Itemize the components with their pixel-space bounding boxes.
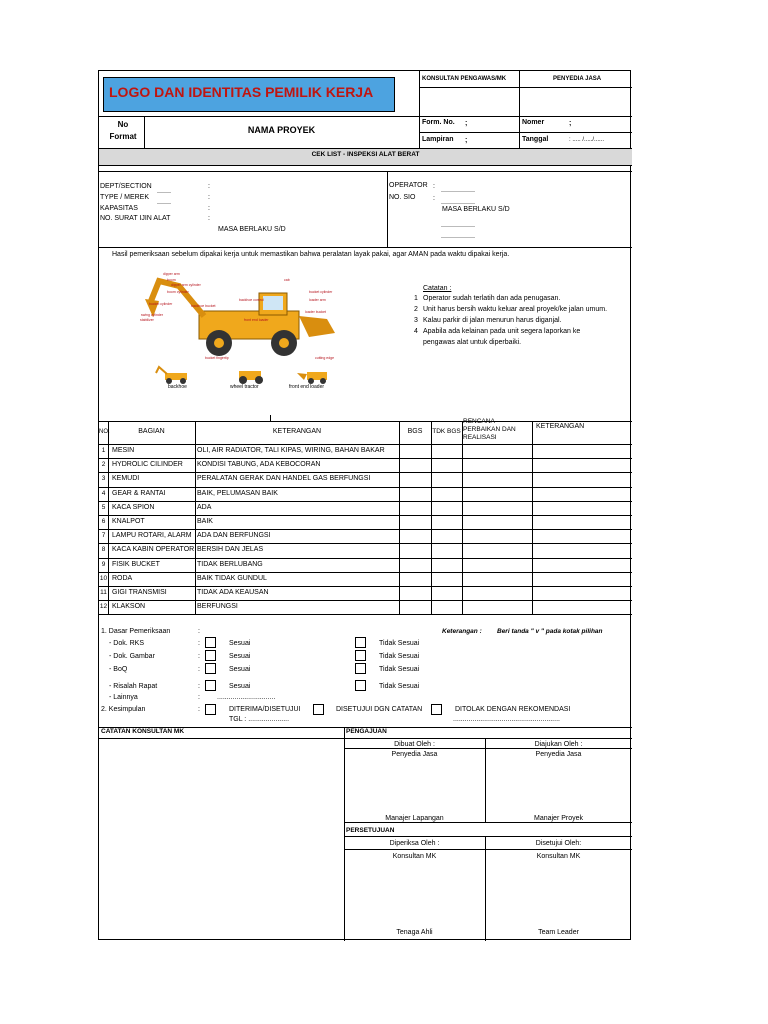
row-bagian: KNALPOT	[112, 518, 145, 525]
row-bagian: RODA	[112, 574, 133, 582]
konsultan-label: KONSULTAN PENGAWAS/MK	[422, 76, 507, 82]
surat-label: NO. SURAT IJIN ALAT	[100, 215, 171, 222]
row-keterangan: BERSIH DAN JELAS	[197, 546, 264, 554]
tidak-sesuai-label: Tidak Sesuai	[379, 666, 420, 673]
sesuai-checkbox[interactable]	[205, 637, 216, 648]
row-bagian: KACA KABIN OPERATOR	[112, 546, 195, 554]
dibuat-label: Dibuat Oleh :	[394, 741, 435, 748]
operator-label: OPERATOR	[389, 182, 428, 189]
manajer-proyek: Manajer Proyek	[533, 815, 584, 822]
dasar-item-label: - Risalah Rapat	[109, 683, 158, 690]
svg-text:backhoe control: backhoe control	[239, 298, 264, 302]
svg-text:cab: cab	[284, 278, 290, 282]
diajukan-label: Diajukan Oleh :	[534, 741, 583, 748]
penyedia-label: PENYEDIA JASA	[553, 76, 602, 82]
intro-text: Hasil pemeriksaan sebelum dipakai kerja untuk memastikan bahwa peralatan layak pakai, agar AMAN pada waktu dipakai kerja.	[112, 251, 510, 258]
row-divider	[99, 600, 632, 601]
keterangan-text: Beri tanda " v " pada kotak pilihan	[497, 628, 603, 635]
tidak-sesuai-checkbox[interactable]	[355, 637, 366, 648]
colon: :	[198, 706, 200, 713]
svg-text:front end loader: front end loader	[244, 318, 269, 322]
row-number: 6	[101, 518, 106, 525]
col-keterangan-2: KETERANGAN	[536, 423, 585, 430]
row-divider	[99, 529, 632, 530]
penyedia-jasa-1: Penyedia Jasa	[391, 751, 438, 758]
tidak-sesuai-checkbox[interactable]	[355, 650, 366, 661]
svg-text:dipper arm: dipper arm	[163, 272, 180, 276]
tidak-sesuai-checkbox[interactable]	[355, 663, 366, 674]
col-bgs: BGS	[407, 428, 423, 435]
svg-text:boom cylinder: boom cylinder	[167, 290, 189, 294]
catatan-title: Catatan :	[423, 285, 452, 292]
row-keterangan: ADA	[197, 503, 212, 511]
sesuai-label: Sesuai	[229, 640, 251, 647]
row-keterangan: ADA DAN BERFUNGSI	[197, 532, 271, 540]
svg-text:boom: boom	[167, 278, 176, 282]
disetujui-label: Disetujui Oleh:	[535, 840, 582, 847]
nomer-value: ;	[569, 120, 572, 127]
catatan-text-4: Apabila ada kelainan pada unit segera laporkan ke	[423, 328, 581, 335]
row-divider	[99, 515, 632, 516]
row-keterangan: OLI, AIR RADIATOR, TALI KIPAS, WIRING, BAHAN BAKAR	[197, 447, 385, 454]
catatan-text-3: Kalau parkir di jalan menurun harus diganjal.	[423, 317, 562, 324]
colon: :	[208, 215, 210, 222]
catatan-mk-label: CATATAN KONSULTAN MK	[101, 728, 185, 735]
row-keterangan: BERFUNGSI	[197, 603, 238, 611]
colon: :	[198, 653, 200, 660]
front-end-loader-icon	[295, 365, 339, 385]
svg-text:loader bucket: loader bucket	[305, 310, 327, 314]
dasar-item-label: - Dok. Gambar	[109, 653, 155, 660]
colon: :	[198, 628, 200, 635]
lainnya-label: - Lainnya	[109, 694, 138, 701]
colon: :	[208, 194, 210, 201]
row-divider	[99, 458, 632, 459]
row-number: 9	[101, 560, 106, 568]
pengajuan-label: PENGAJUAN	[346, 728, 387, 735]
wheel-tractor-icon	[231, 365, 271, 385]
svg-text:loader arm: loader arm	[309, 298, 326, 302]
svg-text:dipper arm cylinder: dipper arm cylinder	[171, 283, 201, 287]
row-number: 10	[99, 574, 108, 582]
sio-label: NO. SIO	[389, 194, 416, 201]
disetujui-catatan-checkbox[interactable]	[313, 704, 324, 715]
row-divider	[99, 572, 632, 573]
svg-text:bucket cylinder: bucket cylinder	[149, 302, 173, 306]
colon: :	[433, 183, 435, 190]
svg-text:backhoe bucket: backhoe bucket	[191, 304, 216, 308]
col-no: NO.	[99, 429, 110, 435]
tanggal-label: Tanggal	[522, 136, 549, 143]
dasar-item-label: - BoQ	[109, 666, 128, 673]
form-title: CEK LIST - INSPEKSI ALAT BERAT	[311, 151, 420, 158]
row-divider	[99, 543, 632, 544]
sesuai-checkbox[interactable]	[205, 663, 216, 674]
persetujuan-label: PERSETUJUAN	[346, 827, 395, 834]
colon: :	[208, 183, 210, 190]
keterangan-label: Keterangan :	[442, 628, 482, 635]
catatan-text-2: Unit harus bersih waktu keluar areal proyek/ke jalan umum.	[423, 306, 608, 313]
row-number: 4	[101, 489, 106, 497]
ditolak-checkbox[interactable]	[431, 704, 442, 715]
catatan-text-5: pengawas alat untuk diperbaiki.	[423, 339, 522, 346]
col-tdk-bgs: TDK BGS	[432, 428, 461, 435]
row-bagian: HYDROLIC CILINDER	[112, 461, 183, 469]
col-rencana: RENCANA PERBAIKAN DAN REALISASI	[463, 418, 516, 441]
backhoe-small-icon	[155, 365, 199, 385]
row-keterangan: BAIK, PELUMASAN BAIK	[197, 489, 278, 497]
backhoe-diagram	[139, 271, 379, 363]
svg-text:cutting edge: cutting edge	[315, 356, 335, 360]
row-bagian: KACA SPION	[112, 503, 155, 511]
svg-text:bucket cylinder: bucket cylinder	[309, 290, 333, 294]
dept-label: DEPT/SECTION	[100, 183, 152, 190]
kapasitas-label: KAPASITAS	[100, 205, 138, 212]
sesuai-checkbox[interactable]	[205, 680, 216, 691]
row-number: 3	[101, 475, 106, 483]
tidak-sesuai-label: Tidak Sesuai	[379, 640, 420, 647]
no-format-label: No Format	[109, 120, 137, 141]
row-keterangan: TIDAK ADA KEAUSAN	[197, 589, 269, 596]
type-label: TYPE / MEREK	[100, 194, 150, 201]
sesuai-label: Sesuai	[229, 666, 251, 673]
row-bagian: FISIK BUCKET	[112, 560, 160, 568]
diperiksa-label: Diperiksa Oleh :	[389, 840, 440, 847]
tenaga-ahli: Tenaga Ahli	[396, 929, 433, 936]
tanggal-value: : ..... /...../......	[569, 137, 605, 143]
masa-berlaku-sio: MASA BERLAKU S/D	[442, 206, 510, 213]
sesuai-checkbox[interactable]	[205, 650, 216, 661]
row-keterangan: KONDISI TABUNG, ADA KEBOCORAN	[197, 461, 321, 469]
row-number: 2	[101, 461, 106, 469]
form-no-value: ;	[465, 120, 468, 127]
sesuai-label: Sesuai	[229, 653, 251, 660]
konsultan-mk-1: Konsultan MK	[392, 853, 437, 860]
diterima-checkbox[interactable]	[205, 704, 216, 715]
tidak-sesuai-label: Tidak Sesuai	[379, 653, 420, 660]
catatan-no-1: 1	[414, 295, 418, 302]
row-number: 12	[99, 603, 108, 611]
row-number: 11	[100, 589, 107, 596]
logo-text: LOGO DAN IDENTITAS PEMILIK KERJA	[109, 84, 374, 100]
row-divider	[99, 614, 632, 615]
caption-wheel-tractor: wheel tractor	[230, 384, 259, 390]
row-divider	[99, 472, 632, 473]
konsultan-mk-2: Konsultan MK	[536, 853, 581, 860]
ditolak-dots: .......................................................	[453, 716, 560, 723]
col-keterangan: KETERANGAN	[272, 428, 322, 435]
row-divider	[99, 586, 632, 587]
catatan-no-4: 4	[414, 328, 418, 335]
disetujui-catatan-label: DISETUJUI DGN CATATAN	[336, 706, 423, 713]
svg-text:bucket fingertip: bucket fingertip	[205, 356, 229, 360]
tidak-sesuai-label: Tidak Sesuai	[379, 683, 420, 690]
catatan-no-3: 3	[414, 317, 418, 324]
row-keterangan: PERALATAN GERAK DAN HANDEL GAS BERFUNGSI	[197, 475, 371, 483]
colon: :	[198, 683, 200, 690]
row-bagian: GIGI TRANSMISI	[112, 589, 167, 596]
row-number: 5	[101, 503, 106, 511]
masa-berlaku-alat: MASA BERLAKU S/D	[218, 226, 286, 233]
dasar-item-label: - Dok. RKS	[109, 640, 145, 647]
svg-text:stabilizer: stabilizer	[140, 318, 154, 322]
row-divider	[99, 558, 632, 559]
nomer-label: Nomer	[522, 119, 545, 126]
caption-front-end-loader: front end loader	[289, 384, 325, 390]
col-bagian: BAGIAN	[138, 428, 165, 435]
inspection-form	[98, 70, 631, 940]
catatan-text-1: Operator sudah terlatih dan ada penugasan.	[423, 295, 561, 302]
kesimpulan-label: 2. Kesimpulan	[101, 706, 146, 713]
lampiran-value: ;	[465, 137, 468, 144]
colon: :	[208, 205, 210, 212]
row-number: 8	[101, 546, 106, 554]
row-keterangan: BAIK TIDAK GUNDUL	[197, 574, 267, 582]
penyedia-jasa-2: Penyedia Jasa	[535, 751, 582, 758]
row-bagian: KEMUDI	[112, 475, 140, 483]
form-no-label: Form. No.	[422, 119, 455, 126]
team-leader: Team Leader	[538, 929, 579, 936]
manajer-lapangan: Manajer Lapangan	[385, 815, 444, 822]
colon: :	[433, 195, 435, 202]
sesuai-label: Sesuai	[229, 683, 251, 690]
caption-backhoe: backhoe	[168, 384, 187, 390]
svg-text:swing cylinder: swing cylinder	[141, 313, 163, 317]
row-number: 7	[101, 532, 106, 540]
row-bagian: GEAR & RANTAI	[112, 489, 166, 497]
row-divider	[99, 501, 632, 502]
colon: :	[198, 694, 200, 701]
row-bagian: LAMPU ROTARI, ALARM	[112, 532, 192, 540]
catatan-no-2: 2	[414, 306, 418, 313]
lampiran-label: Lampiran	[422, 136, 454, 143]
diterima-label: DITERIMA/DISETUJUI	[229, 706, 301, 713]
lainnya-dots: ..............................	[217, 694, 276, 701]
ditolak-label: DITOLAK DENGAN REKOMENDASI	[455, 706, 571, 713]
colon: :	[198, 640, 200, 647]
row-keterangan: BAIK	[197, 518, 213, 525]
row-bagian: MESIN	[112, 447, 135, 454]
row-number: 1	[101, 447, 106, 454]
dasar-label: 1. Dasar Pemeriksaan	[101, 628, 171, 635]
row-divider	[99, 487, 632, 488]
row-bagian: KLAKSON	[112, 603, 146, 611]
nama-proyek: NAMA PROYEK	[247, 125, 316, 135]
tgl-label: TGL : .....................	[229, 716, 290, 723]
row-keterangan: TIDAK BERLUBANG	[197, 560, 263, 568]
tidak-sesuai-checkbox[interactable]	[355, 680, 366, 691]
colon: :	[198, 666, 200, 673]
